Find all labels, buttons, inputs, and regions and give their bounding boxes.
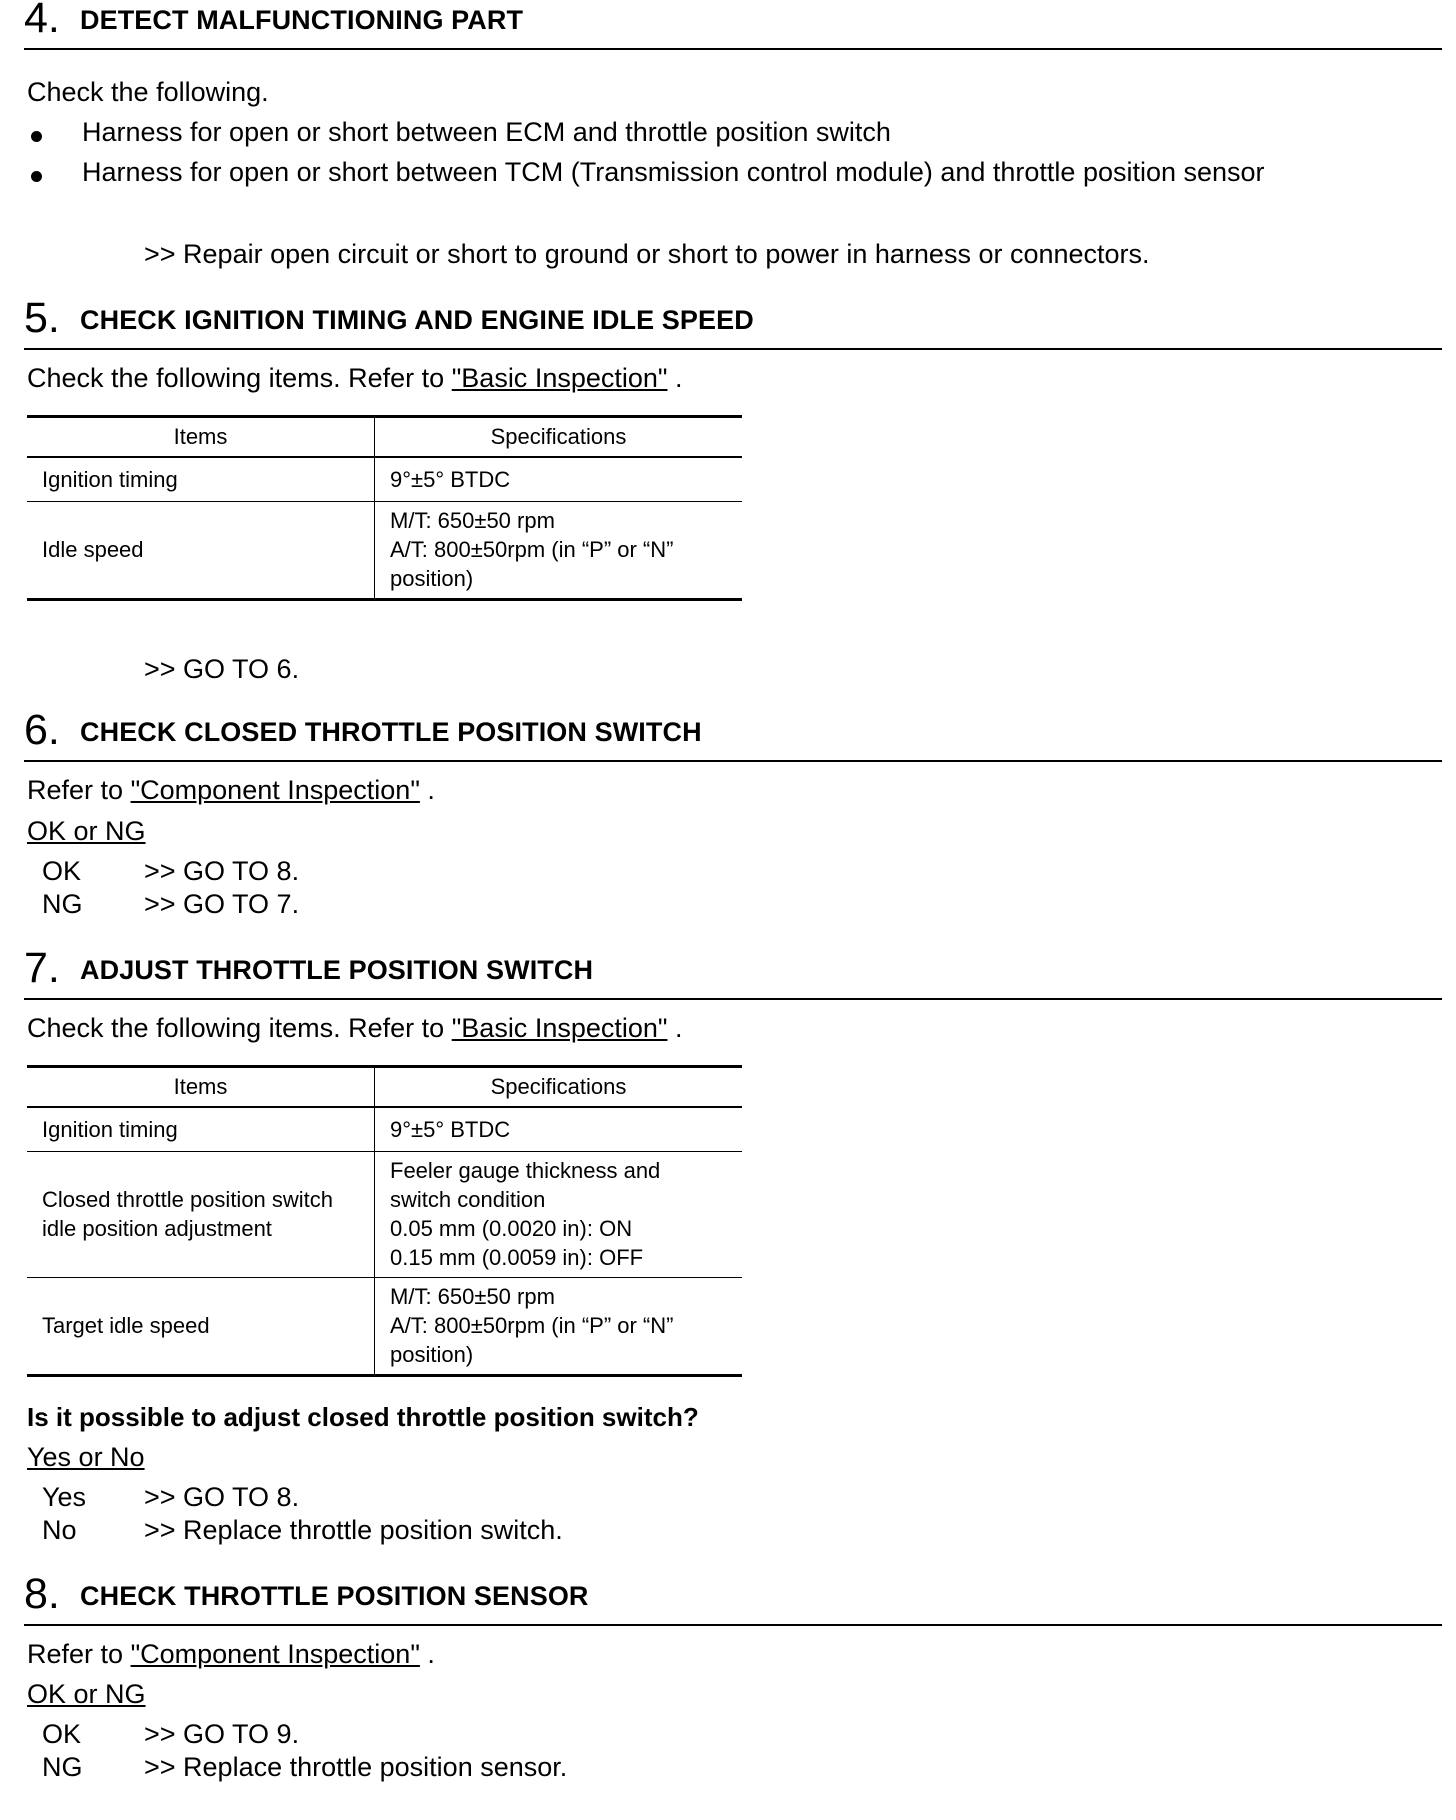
step-6-intro (27, 774, 435, 806)
step-number: 7. (24, 944, 60, 992)
spec-line: Feeler gauge thickness and (390, 1158, 661, 1183)
table-row (27, 1278, 742, 1376)
step-5-intro (27, 362, 683, 394)
choice-label: Yes or No (27, 1442, 145, 1472)
column-header-items: Items (27, 417, 375, 458)
step-7-heading (24, 944, 1442, 1000)
choice-label: OK or NG (27, 1679, 146, 1709)
component-inspection-link[interactable]: "Component Inspection" (130, 1639, 420, 1669)
result-action: >> Replace throttle position sensor. (144, 1752, 568, 1782)
spec-line: M/T: 650±50 rpm (390, 1284, 555, 1309)
result-key: NG (42, 1752, 83, 1782)
choice-label: OK or NG (27, 816, 146, 846)
intro-text: Check the following items. Refer to (27, 1013, 445, 1043)
table-row (27, 502, 742, 600)
intro-period: . (675, 1013, 683, 1043)
table-cell-item: Ignition timing (27, 457, 375, 502)
spec-line: A/T: 800±50rpm (in “P” or “N” (390, 1313, 674, 1338)
result-action: >> GO TO 8. (144, 856, 300, 886)
result-key: NG (42, 889, 83, 919)
basic-inspection-link[interactable]: "Basic Inspection" (451, 363, 668, 393)
step-number: 8. (24, 1570, 60, 1618)
result-action: >> Replace throttle position switch. (144, 1515, 563, 1545)
bullet-icon (31, 171, 42, 182)
table-cell-spec (375, 502, 743, 600)
spec-line: position) (390, 1342, 474, 1367)
item-line: Closed throttle position switch (42, 1187, 334, 1212)
intro-text: Refer to (27, 775, 124, 805)
step-8-heading (24, 1570, 1442, 1626)
step-number: 6. (24, 706, 60, 754)
bullet-item: Harness for open or short between TCM (Transmission control module) and throttle position sensor (82, 157, 1265, 187)
table-cell-spec: 9°±5° BTDC (390, 1116, 511, 1142)
step-7-intro (27, 1012, 683, 1044)
table-cell-item: Ignition timing (27, 1107, 375, 1152)
step-4-action: >> Repair open circuit or short to ground or short to power in harness or connectors. (144, 239, 1150, 269)
step-5-heading (24, 294, 1442, 350)
table-cell-spec (375, 1278, 743, 1376)
step-5-action: >> GO TO 6. (144, 654, 300, 684)
table-cell-item: Idle speed (27, 502, 375, 600)
table-cell-spec (375, 1152, 743, 1278)
table-row (27, 457, 742, 502)
result-key: Yes (42, 1482, 87, 1512)
spec-line: switch condition (390, 1187, 546, 1212)
step-6-heading (24, 706, 1442, 762)
bullet-icon (31, 131, 42, 142)
spec-line: M/T: 650±50 rpm (390, 508, 555, 533)
step-title: CHECK THROTTLE POSITION SENSOR (80, 1581, 589, 1611)
step-number: 5. (24, 294, 60, 342)
step-title: CHECK IGNITION TIMING AND ENGINE IDLE SPEED (80, 305, 754, 335)
table-row (27, 1107, 742, 1152)
result-action: >> GO TO 9. (144, 1719, 300, 1749)
step-4-heading (24, 0, 1442, 50)
table-cell-spec: 9°±5° BTDC (390, 466, 511, 492)
column-header-specifications: Specifications (375, 417, 743, 458)
spec-line: 0.15 mm (0.0059 in): OFF (390, 1245, 644, 1270)
component-inspection-link[interactable]: "Component Inspection" (130, 775, 420, 805)
basic-inspection-link[interactable]: "Basic Inspection" (451, 1013, 668, 1043)
step-8-intro (27, 1638, 435, 1670)
result-key: OK (42, 856, 82, 886)
spec-line: position) (390, 566, 474, 591)
step-title: CHECK CLOSED THROTTLE POSITION SWITCH (80, 717, 702, 747)
table-row (27, 1152, 742, 1278)
step-5-spec-table (27, 415, 742, 601)
table-cell-item: Target idle speed (27, 1278, 375, 1376)
column-header-items: Items (27, 1067, 375, 1108)
step-title: DETECT MALFUNCTIONING PART (80, 5, 524, 35)
result-action: >> GO TO 7. (144, 889, 300, 919)
result-key: No (42, 1515, 77, 1545)
spec-line: 0.05 mm (0.0020 in): ON (390, 1216, 633, 1241)
result-action: >> GO TO 8. (144, 1482, 300, 1512)
step-number: 4. (24, 0, 60, 42)
step-7-question: Is it possible to adjust closed throttle position switch? (27, 1402, 699, 1432)
intro-period: . (427, 775, 435, 805)
column-header-specifications: Specifications (375, 1067, 743, 1108)
intro-text: Refer to (27, 1639, 124, 1669)
spec-line: A/T: 800±50rpm (in “P” or “N” (390, 537, 674, 562)
item-line: idle position adjustment (42, 1216, 272, 1241)
step-7-spec-table (27, 1065, 742, 1377)
intro-text: Check the following items. Refer to (27, 363, 445, 393)
result-key: OK (42, 1719, 82, 1749)
step-title: ADJUST THROTTLE POSITION SWITCH (80, 955, 594, 985)
intro-period: . (675, 363, 683, 393)
table-cell-item (27, 1152, 375, 1278)
step-4-intro: Check the following. (27, 77, 269, 107)
bullet-item: Harness for open or short between ECM and throttle position switch (82, 117, 891, 147)
intro-period: . (427, 1639, 435, 1669)
